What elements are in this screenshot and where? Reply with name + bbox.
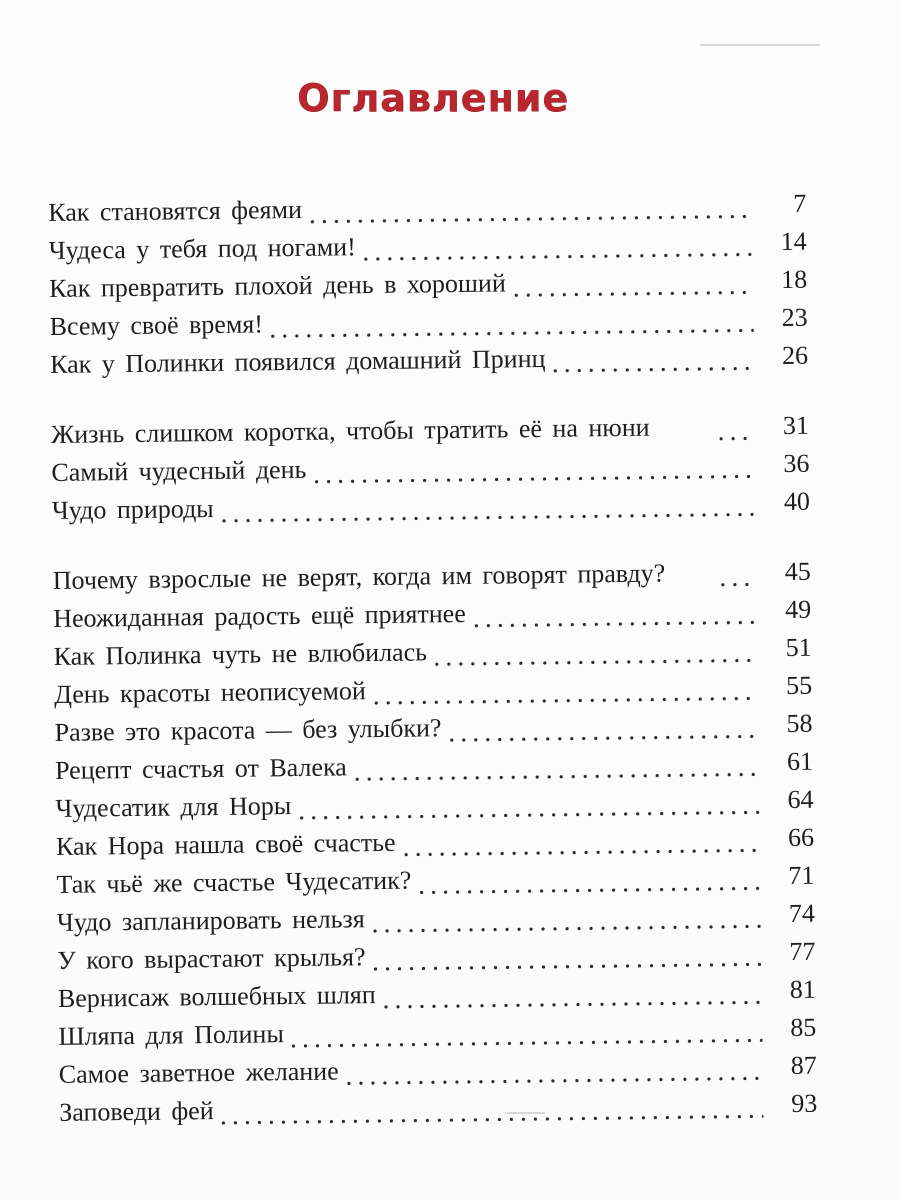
toc-entry-title: Чудесатик для Норы <box>55 791 292 823</box>
dot-leader <box>368 899 761 934</box>
dot-leader <box>217 1089 763 1126</box>
dot-leader <box>342 1051 762 1086</box>
toc-entry-title: Разве это красота — без улыбки? <box>54 713 442 747</box>
dot-leader <box>399 823 760 857</box>
toc-entry-page: 87 <box>790 1050 817 1080</box>
toc-entry-title: Чудеса у тебя под ногами! <box>48 232 356 265</box>
dot-leader <box>370 671 759 706</box>
dot-leader <box>369 937 761 972</box>
dot-leader <box>510 265 754 298</box>
dot-leader <box>431 633 758 667</box>
toc-entry-title: Рецепт счастья от Валека <box>54 752 347 785</box>
dot-leader <box>306 189 753 224</box>
dot-leader <box>470 595 758 629</box>
dot-leader <box>310 449 755 484</box>
toc-entry-page: 23 <box>781 302 808 333</box>
toc-entry-title: Как превратить плохой день в хороший <box>49 268 506 303</box>
dot-leader <box>288 1013 763 1049</box>
toc-entry-page: 71 <box>788 860 815 891</box>
toc-entry[interactable] <box>50 371 809 450</box>
toc-entry-page: 45 <box>784 556 811 587</box>
toc-entry-page: 26 <box>781 340 809 371</box>
toc-entry-page: 58 <box>786 708 813 739</box>
toc-entry-page: 18 <box>780 264 808 295</box>
toc-entry-title: Шляпа для Полины <box>58 1019 284 1051</box>
dot-leader <box>295 785 760 821</box>
dot-leader <box>351 747 760 782</box>
toc-entry-title: Самый чудесный день <box>51 454 307 487</box>
toc-entry-title: У кого вырастают крылья? <box>57 942 366 975</box>
toc-entry-page: 7 <box>793 188 807 218</box>
toc-entry-title: Всему своё время! <box>49 309 264 341</box>
toc-entry-title: Неожиданная радость ещё приятнее <box>53 598 466 633</box>
toc-entry-title: Жизнь слишком коротка, чтобы тратить её на нюни <box>50 412 650 449</box>
toc-entry-title: День красоты неописуемой <box>53 676 366 709</box>
toc-entry-title: Как становятся феями <box>48 194 303 227</box>
toc-entry-page: 31 <box>782 410 810 441</box>
table-of-contents <box>48 181 817 1128</box>
dot-leader <box>715 411 755 441</box>
toc-entry-page: 77 <box>789 936 816 966</box>
toc-entry-page: 51 <box>785 632 812 663</box>
page-smudge <box>700 44 820 46</box>
toc-entry-page: 40 <box>783 486 811 517</box>
toc-entry-title: Так чьё же счастье Чудесатик? <box>56 865 412 899</box>
toc-entry-page: 61 <box>786 746 814 777</box>
toc-entry-title: Как у Полинки появился домашний Принц <box>49 343 546 379</box>
toc-entry-title: Заповеди фей <box>59 1096 214 1127</box>
toc-entry-title: Вернисаж волшебных шляп <box>57 980 376 1013</box>
toc-entry-page: 36 <box>783 448 810 479</box>
toc-entry-title: Как Нора нашла своё счастье <box>55 827 396 861</box>
toc-entry-page: 85 <box>790 1012 817 1042</box>
toc-entry-page: 93 <box>791 1088 818 1118</box>
page-title: Оглавление <box>297 76 569 120</box>
dot-leader <box>380 975 762 1010</box>
toc-entry-title: Чудо природы <box>51 494 214 525</box>
toc-entry-page: 49 <box>785 594 812 625</box>
toc-entry-title: Почему взрослые не верят, когда им говорят правду? <box>52 558 666 595</box>
toc-entry-title: Как Полинка чуть не влюбилась <box>53 637 428 671</box>
toc-entry[interactable] <box>52 517 811 596</box>
toc-entry-page: 14 <box>780 226 807 257</box>
dot-leader <box>717 557 757 587</box>
toc-entry-title: Чудо запланировать нельзя <box>56 904 365 937</box>
toc-entry-page: 74 <box>788 898 816 929</box>
toc-entry-page: 64 <box>787 784 814 815</box>
toc-entry-page: 55 <box>785 670 813 701</box>
dot-leader <box>549 341 754 373</box>
toc-entry-page: 81 <box>789 974 816 1004</box>
dot-leader <box>360 227 753 262</box>
dot-leader <box>415 861 761 895</box>
toc-entry-title: Самое заветное желание <box>58 1056 339 1089</box>
dot-leader <box>267 303 754 339</box>
toc-entry-page: 66 <box>787 822 815 853</box>
dot-leader <box>445 709 758 743</box>
